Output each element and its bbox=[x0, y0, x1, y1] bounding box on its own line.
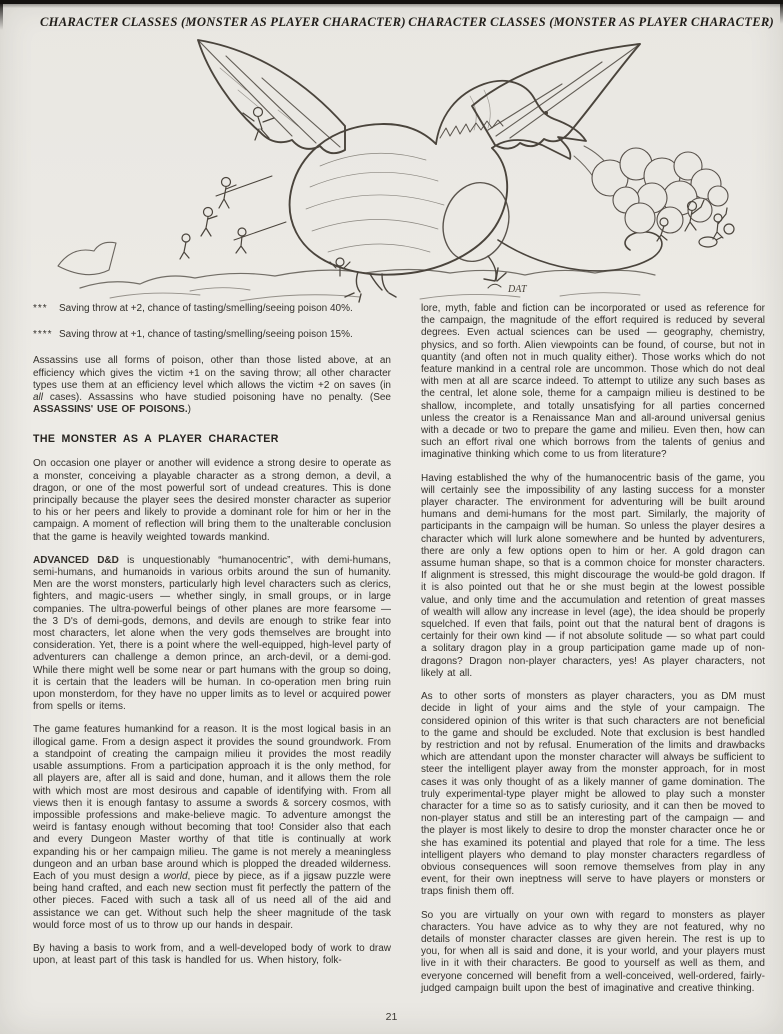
footnote-row bbox=[33, 303, 391, 315]
ground-hatch bbox=[110, 288, 640, 301]
paragraph: lore, myth, fable and fiction can be incorporated or used as reference for the campaign, the magnitude of the effort required is reduced by several degrees. Even actual sciences can be used — geography, chemistry, physics, and so forth. Alien viewpoints can be found, of course, but not in quantity (and often not in much quality either). Those works which do not feature mankind in a central role are uncommon. Those which do not deal with men at all are scarce indeed. To attempt to utilize any such bases as the central, let alone sole, theme for a campaign milieu is destined to be shallow, incomplete, and totally unsatisfying for all parties concerned unless the creator is a Renaissance Man and all-around universal genius with a decade or two to prepare the game and milieu. Even then, how can such an effort rival one which borrows from the talents of genius and imaginative thinking which come to us from literature? bbox=[421, 303, 765, 461]
paragraph: As to other sorts of monsters as player characters, you as DM must decide in light of your aims and the style of your campaign. The considered opinion of this writer is that such characters are not beneficial to the game and should be excluded. Note that exclusion is best handled by restriction and not by refusal. Enumeration of the limits and drawbacks which are attendant upon the monster character will always be sufficient to steer the intelligent player away from the monster approach, for in most cases it was only thought of as a likely manner of game domination. The truly experimental-type player might be allowed to play such a monster character for a time so as to satisfy curiosity, and it can then be moved to non-player status and still be an interesting part of the campaign — and the player is most likely to desire to drop the monster character once he or she has examined its potential and played that role for a time. The less intelligent players who demand to play monster characters regardless of obvious consequences will soon remove themselves from play in any event, for their own ineptness will serve to have players or monsters or traps finish them off. bbox=[421, 691, 765, 898]
footnote-text: Saving throw at +1, chance of tasting/smelling/seeing poison 15%. bbox=[59, 329, 353, 341]
signature-flourish bbox=[488, 284, 501, 288]
scan-edge-left bbox=[0, 0, 3, 30]
dragon-haunch bbox=[433, 174, 519, 270]
scan-edge-top-fade bbox=[0, 4, 783, 8]
left-column bbox=[33, 303, 391, 978]
dragon-illustration bbox=[38, 26, 748, 308]
dragon-body bbox=[290, 124, 508, 275]
right-wing bbox=[472, 44, 640, 149]
dragon-tail bbox=[498, 232, 662, 271]
paragraph: So you are virtually on your own with regard to monsters as player characters. You have advice as to why they are not featured, why no details of monster character classes are given herein. The rest is up to you, for when all is said and done, it is your world, and your players must live in it with their characters. Be good to yourself as well as them, and everyone concerned will benefit from a well-conceived, well-ordered, fairly-judged campaign built upon the best of imaginative and creative thinking. bbox=[421, 909, 765, 994]
footnote-marker: *** bbox=[33, 303, 48, 314]
right-column bbox=[421, 303, 765, 1006]
section-heading: THE MONSTER AS A PLAYER CHARACTER bbox=[33, 433, 279, 446]
paragraph: On occasion one player or another will evidence a strong desire to operate as a monster, conceiving a playable character as a strong demon, a devil, a dragon, or one of the most powerful sort of undead creatures. This is done principally because the player sees the desired monster character as superior to his or her peers and likely to provide a dominant role for him or her in the campaign. A moment of reflection will bring them to the unalterable conclusion that the game is heavily weighted towards mankind. bbox=[33, 458, 391, 543]
dragon-spines bbox=[440, 120, 503, 138]
belly-hatching bbox=[306, 153, 444, 252]
paragraph-assassins: Assassins use all forms of poison, other than those listed above, at an efficiency which gives the victim +1 on the saving throw; all other character types use them at an efficiency level which allows the victim +2 on saves (in all cases). Assassins who have studied poisoning have no penalty. (See ASSASSINS' USE OF POISONS.) bbox=[33, 355, 391, 416]
front-legs bbox=[345, 272, 396, 302]
running-header-right: CHARACTER CLASSES (MONSTER AS PLAYER CHARACTER) bbox=[408, 15, 774, 29]
page-number: 21 bbox=[385, 1011, 398, 1023]
paragraph: Having established the why of the humanocentric basis of the game, you will certainly see the impossibility of any lasting success for a monster player character. The environment for adventuring will be built around humans and demi-humans for the most part. Similarly, the majority of participants in the campaign will be human. So unless the player desires a character which will lurk alone somewhere and be hunted by adventurers, there are only a few options open to him or her. A gold dragon can assume human shape, so that is a common choice for monster characters. If alignment is stressed, this might discourage the would-be gold dragon. If it is also pointed out that he or she must begin at the lowest possible value, and only time and the accumulation and retention of great masses of wealth will allow any increase in level (age), the idea should be properly squelched. If even that fails, point out that the natural bent of dragons is certainly for their own kind — if not absolute solitude — so what part could a solitary dragon play in a group participation game made up of non-dragons? Dragon non-player characters, yes! As player characters, not likely at all. bbox=[421, 472, 765, 679]
rear-foot-claws bbox=[484, 256, 506, 281]
neck-shading bbox=[470, 90, 490, 130]
ground-line bbox=[80, 270, 655, 289]
footnote-marker: **** bbox=[33, 329, 53, 341]
left-wing bbox=[198, 40, 345, 153]
dragon-eye bbox=[544, 111, 548, 115]
artist-signature: DAT bbox=[508, 284, 527, 295]
rock-outcrop bbox=[58, 242, 116, 274]
left-wing-ribs bbox=[198, 40, 340, 147]
footnote-text: Saving throw at +2, chance of tasting/smelling/seeing poison 40%. bbox=[59, 303, 353, 314]
paragraph: By having a basis to work from, and a well-developed body of work to draw upon, at least part of this task is handled for us. When history, folk- bbox=[33, 942, 391, 967]
footnote-row bbox=[33, 329, 391, 341]
paragraph: ADVANCED D&D is unquestionably “humanocentric”, with demi-humans, semi-humans, and humanoids in various orbits around the sun of humanity. Men are the worst monsters, particularly high level characters such as clerics, fighters, and magic-users — whether singly, in small groups, or in large companies. The ultra-powerful beings of other planes are more fearsome — the 3 D's of demi-gods, demons, and devils are enough to strike fear into most characters, let alone when the very gods themselves are brought into consideration. Yet, there is a point where the well-equipped, high-level party of adventurers can challenge a demon prince, an arch-devil, or a demi-god. While there might well be some near or part humans with the group so doing, it is certain that the leaders will be human. In co-operation men bring ruin upon monsterdom, for they have no upper limits as to level or acquired power from spells or items. bbox=[33, 554, 391, 713]
running-header-left: CHARACTER CLASSES (MONSTER AS PLAYER CHARACTER) bbox=[40, 15, 406, 29]
paragraph: The game features humankind for a reason. It is the most logical basis in an illogical game. From a design aspect it provides the sound groundwork. From a standpoint of creating the campaign milieu it provides the most readily usable assumptions. From a participation approach it is the only method, for all players are, after all is said and done, human, and it allows them the role with which most are most desirous and capable of identifying with. From all views then it is enough fantasy to assume a swords & sorcery cosmos, with impossible professions and make-believe magic. To adventure amongst the weird is fantasy enough without becoming that too! Consider also that each and every Dungeon Master worthy of that title is continually at work expanding his or her campaign milieu. The game is not merely a meaningless dungeon and an urban base around which is plopped the dreaded wilderness. Each of you must design a world, piece by piece, as if a jigsaw puzzle were being hand crafted, and each new section must fit perfectly the pattern of the other pieces. Faced with such a task all of us need all of the aid and assistance we can get. Without such help the sheer magnitude of the task would force most of us to throw up our hands in despair. bbox=[33, 724, 391, 931]
left-wing-shading bbox=[220, 68, 298, 126]
